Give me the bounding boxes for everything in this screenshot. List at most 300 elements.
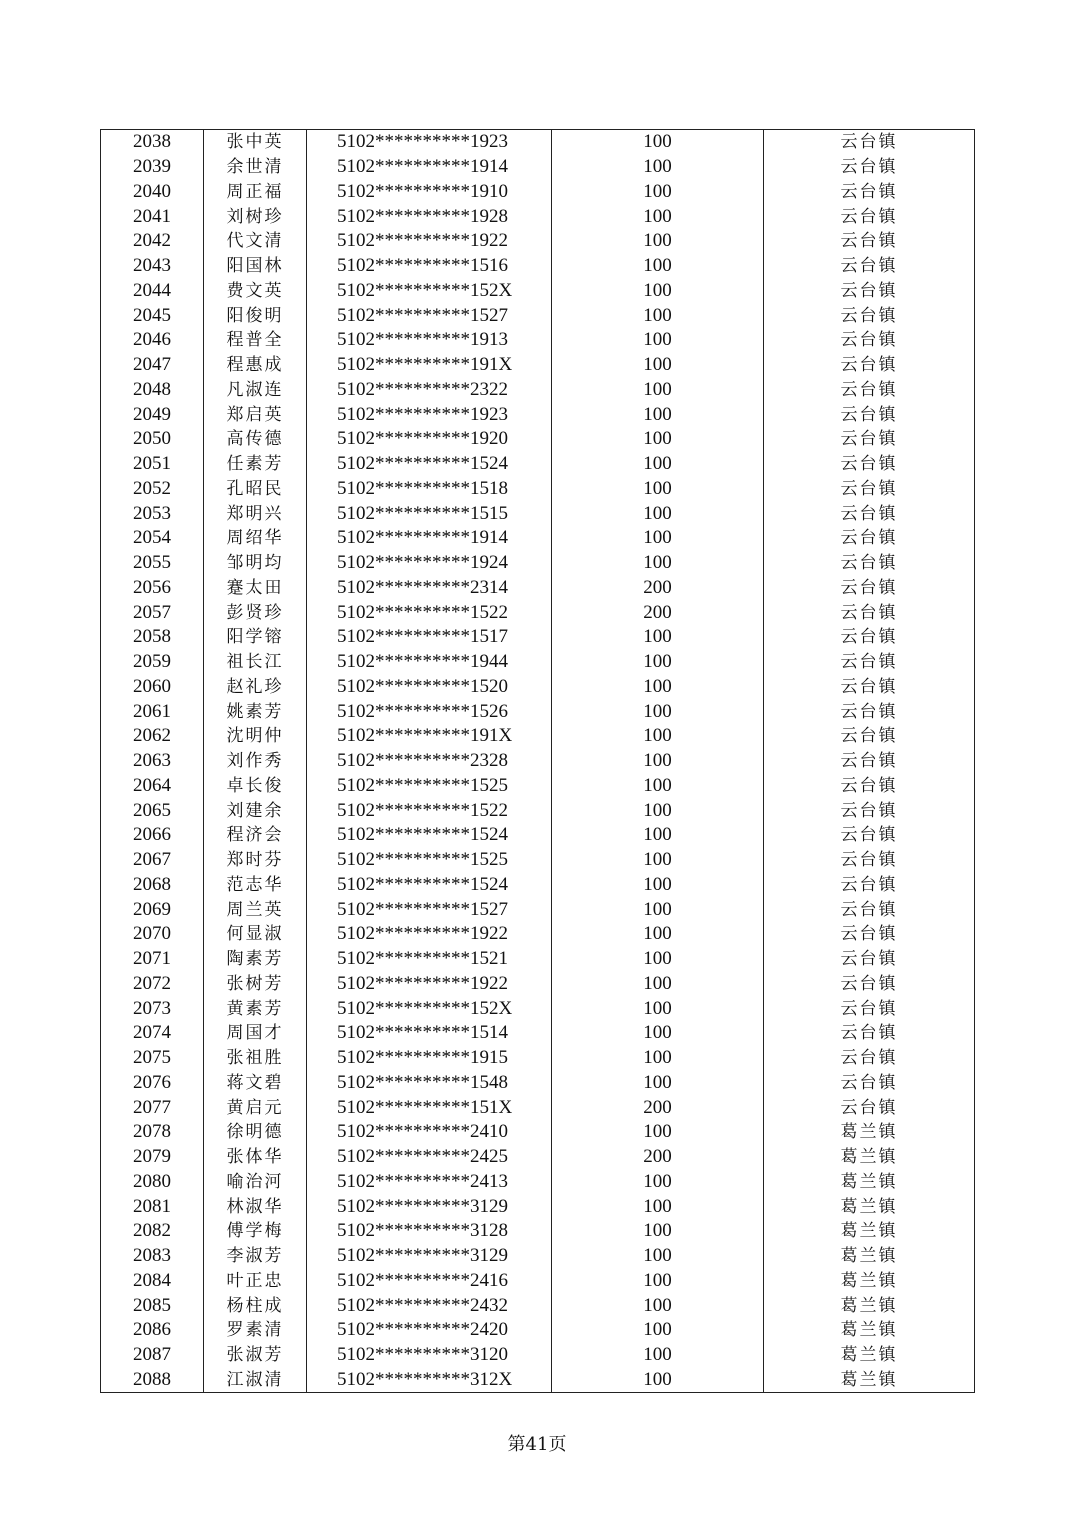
cell-id-number: 5102**********2416 (307, 1269, 552, 1294)
cell-id-number: 5102**********2314 (307, 576, 552, 601)
cell-id-number: 5102**********1914 (307, 155, 552, 180)
cell-number: 2061 (101, 699, 204, 724)
cell-id-number: 5102**********2322 (307, 378, 552, 403)
cell-number: 2067 (101, 848, 204, 873)
table-row (101, 947, 975, 972)
cell-name: 林淑华 (204, 1194, 307, 1219)
cell-amount: 100 (552, 1244, 764, 1269)
table-row (101, 823, 975, 848)
cell-number: 2069 (101, 897, 204, 922)
cell-number: 2070 (101, 922, 204, 947)
cell-amount: 100 (552, 1120, 764, 1145)
cell-number: 2065 (101, 798, 204, 823)
cell-number: 2078 (101, 1120, 204, 1145)
cell-name: 喻治河 (204, 1170, 307, 1195)
cell-amount: 100 (552, 1194, 764, 1219)
cell-town: 云台镇 (764, 1021, 975, 1046)
table-row (101, 303, 975, 328)
table-row (101, 204, 975, 229)
cell-name: 赵礼珍 (204, 675, 307, 700)
table-row (101, 402, 975, 427)
cell-amount: 100 (552, 155, 764, 180)
cell-name: 黄启元 (204, 1095, 307, 1120)
table-row (101, 798, 975, 823)
cell-number: 2075 (101, 1046, 204, 1071)
cell-number: 2087 (101, 1343, 204, 1368)
table-row (101, 922, 975, 947)
table-row (101, 1046, 975, 1071)
cell-id-number: 5102**********2410 (307, 1120, 552, 1145)
table-row (101, 848, 975, 873)
cell-name: 余世清 (204, 155, 307, 180)
cell-amount: 100 (552, 402, 764, 427)
cell-id-number: 5102**********1522 (307, 798, 552, 823)
cell-number: 2038 (101, 130, 204, 155)
cell-town: 云台镇 (764, 204, 975, 229)
cell-amount: 100 (552, 1170, 764, 1195)
cell-number: 2074 (101, 1021, 204, 1046)
cell-id-number: 5102**********1944 (307, 650, 552, 675)
cell-number: 2060 (101, 675, 204, 700)
cell-number: 2040 (101, 180, 204, 205)
cell-amount: 100 (552, 1021, 764, 1046)
cell-amount: 100 (552, 303, 764, 328)
cell-number: 2063 (101, 749, 204, 774)
cell-town: 云台镇 (764, 996, 975, 1021)
cell-name: 程惠成 (204, 353, 307, 378)
cell-town: 葛兰镇 (764, 1194, 975, 1219)
cell-amount: 100 (552, 972, 764, 997)
cell-amount: 100 (552, 477, 764, 502)
cell-name: 江淑清 (204, 1368, 307, 1393)
cell-amount: 100 (552, 254, 764, 279)
cell-id-number: 5102**********152X (307, 279, 552, 304)
table-row (101, 996, 975, 1021)
cell-number: 2053 (101, 501, 204, 526)
cell-id-number: 5102**********1522 (307, 600, 552, 625)
cell-number: 2054 (101, 526, 204, 551)
cell-number: 2079 (101, 1145, 204, 1170)
table-row (101, 180, 975, 205)
cell-name: 阳学镕 (204, 625, 307, 650)
table-row (101, 526, 975, 551)
cell-town: 云台镇 (764, 378, 975, 403)
cell-amount: 100 (552, 1318, 764, 1343)
cell-id-number: 5102**********1548 (307, 1071, 552, 1096)
cell-amount: 100 (552, 1368, 764, 1393)
cell-number: 2085 (101, 1293, 204, 1318)
cell-town: 云台镇 (764, 897, 975, 922)
cell-town: 葛兰镇 (764, 1293, 975, 1318)
cell-id-number: 5102**********1526 (307, 699, 552, 724)
cell-town: 云台镇 (764, 749, 975, 774)
cell-name: 代文清 (204, 229, 307, 254)
cell-amount: 100 (552, 353, 764, 378)
table-row (101, 1170, 975, 1195)
cell-id-number: 5102**********1928 (307, 204, 552, 229)
cell-number: 2042 (101, 229, 204, 254)
cell-town: 云台镇 (764, 1046, 975, 1071)
cell-name: 沈明仲 (204, 724, 307, 749)
cell-id-number: 5102**********1520 (307, 675, 552, 700)
cell-name: 高传德 (204, 427, 307, 452)
cell-amount: 100 (552, 180, 764, 205)
table-row (101, 1343, 975, 1368)
cell-id-number: 5102**********1922 (307, 922, 552, 947)
cell-name: 张中英 (204, 130, 307, 155)
cell-number: 2082 (101, 1219, 204, 1244)
cell-name: 黄素芳 (204, 996, 307, 1021)
table-row (101, 600, 975, 625)
cell-amount: 100 (552, 328, 764, 353)
cell-town: 葛兰镇 (764, 1170, 975, 1195)
table-row (101, 279, 975, 304)
cell-name: 周正福 (204, 180, 307, 205)
cell-number: 2088 (101, 1368, 204, 1393)
cell-name: 邹明均 (204, 551, 307, 576)
cell-id-number: 5102**********1527 (307, 897, 552, 922)
cell-town: 云台镇 (764, 303, 975, 328)
cell-id-number: 5102**********191X (307, 353, 552, 378)
table-row (101, 873, 975, 898)
table-row (101, 699, 975, 724)
cell-id-number: 5102**********1910 (307, 180, 552, 205)
table-row (101, 1021, 975, 1046)
cell-name: 孔昭民 (204, 477, 307, 502)
cell-id-number: 5102**********1525 (307, 774, 552, 799)
cell-name: 刘作秀 (204, 749, 307, 774)
cell-amount: 100 (552, 823, 764, 848)
cell-amount: 200 (552, 600, 764, 625)
cell-name: 张树芳 (204, 972, 307, 997)
cell-id-number: 5102**********1923 (307, 130, 552, 155)
cell-name: 刘建余 (204, 798, 307, 823)
table-row (101, 1368, 975, 1393)
cell-id-number: 5102**********1524 (307, 823, 552, 848)
table-row (101, 155, 975, 180)
cell-amount: 100 (552, 996, 764, 1021)
cell-id-number: 5102**********2328 (307, 749, 552, 774)
cell-amount: 100 (552, 650, 764, 675)
cell-town: 云台镇 (764, 675, 975, 700)
table-row (101, 576, 975, 601)
cell-id-number: 5102**********1922 (307, 229, 552, 254)
cell-town: 云台镇 (764, 972, 975, 997)
cell-amount: 100 (552, 229, 764, 254)
cell-id-number: 5102**********152X (307, 996, 552, 1021)
cell-town: 云台镇 (764, 353, 975, 378)
cell-name: 凡淑连 (204, 378, 307, 403)
cell-town: 葛兰镇 (764, 1120, 975, 1145)
cell-number: 2045 (101, 303, 204, 328)
table-row (101, 1095, 975, 1120)
cell-id-number: 5102**********1517 (307, 625, 552, 650)
cell-id-number: 5102**********1527 (307, 303, 552, 328)
cell-amount: 100 (552, 501, 764, 526)
table-row (101, 1219, 975, 1244)
cell-town: 云台镇 (764, 1071, 975, 1096)
cell-name: 蒋文碧 (204, 1071, 307, 1096)
cell-id-number: 5102**********191X (307, 724, 552, 749)
table-row (101, 675, 975, 700)
cell-number: 2048 (101, 378, 204, 403)
cell-town: 云台镇 (764, 922, 975, 947)
cell-id-number: 5102**********1913 (307, 328, 552, 353)
cell-town: 葛兰镇 (764, 1343, 975, 1368)
cell-town: 云台镇 (764, 798, 975, 823)
cell-number: 2086 (101, 1318, 204, 1343)
table-row (101, 254, 975, 279)
cell-amount: 100 (552, 204, 764, 229)
cell-number: 2058 (101, 625, 204, 650)
table-row (101, 1120, 975, 1145)
cell-amount: 100 (552, 1269, 764, 1294)
cell-town: 葛兰镇 (764, 1368, 975, 1393)
cell-amount: 100 (552, 724, 764, 749)
cell-town: 葛兰镇 (764, 1219, 975, 1244)
cell-name: 张祖胜 (204, 1046, 307, 1071)
cell-id-number: 5102**********1524 (307, 452, 552, 477)
cell-id-number: 5102**********1920 (307, 427, 552, 452)
cell-town: 云台镇 (764, 130, 975, 155)
table-row (101, 1318, 975, 1343)
cell-number: 2039 (101, 155, 204, 180)
table-row (101, 1145, 975, 1170)
cell-town: 云台镇 (764, 625, 975, 650)
table-row (101, 353, 975, 378)
table-row (101, 1293, 975, 1318)
cell-name: 郑明兴 (204, 501, 307, 526)
cell-number: 2047 (101, 353, 204, 378)
cell-name: 蹇太田 (204, 576, 307, 601)
cell-number: 2081 (101, 1194, 204, 1219)
cell-town: 云台镇 (764, 873, 975, 898)
cell-name: 程普全 (204, 328, 307, 353)
cell-id-number: 5102**********1924 (307, 551, 552, 576)
cell-town: 云台镇 (764, 279, 975, 304)
cell-amount: 100 (552, 551, 764, 576)
cell-number: 2044 (101, 279, 204, 304)
cell-amount: 100 (552, 378, 764, 403)
table-row (101, 749, 975, 774)
cell-name: 刘树珍 (204, 204, 307, 229)
cell-town: 云台镇 (764, 699, 975, 724)
cell-name: 周绍华 (204, 526, 307, 551)
table-row (101, 328, 975, 353)
table-row (101, 650, 975, 675)
cell-amount: 100 (552, 774, 764, 799)
cell-id-number: 5102**********312X (307, 1368, 552, 1393)
cell-town: 云台镇 (764, 452, 975, 477)
cell-name: 杨柱成 (204, 1293, 307, 1318)
cell-id-number: 5102**********1524 (307, 873, 552, 898)
table-row (101, 427, 975, 452)
cell-name: 郑启英 (204, 402, 307, 427)
cell-amount: 100 (552, 427, 764, 452)
cell-town: 云台镇 (764, 774, 975, 799)
cell-town: 云台镇 (764, 947, 975, 972)
page-number: 第41页 (507, 1434, 567, 1455)
cell-id-number: 5102**********1514 (307, 1021, 552, 1046)
cell-name: 程济会 (204, 823, 307, 848)
cell-amount: 100 (552, 749, 764, 774)
cell-number: 2056 (101, 576, 204, 601)
cell-number: 2049 (101, 402, 204, 427)
cell-number: 2062 (101, 724, 204, 749)
cell-id-number: 5102**********1525 (307, 848, 552, 873)
cell-amount: 100 (552, 130, 764, 155)
cell-id-number: 5102**********1923 (307, 402, 552, 427)
cell-town: 云台镇 (764, 155, 975, 180)
cell-name: 任素芳 (204, 452, 307, 477)
cell-amount: 100 (552, 526, 764, 551)
cell-number: 2068 (101, 873, 204, 898)
cell-town: 云台镇 (764, 402, 975, 427)
cell-town: 云台镇 (764, 229, 975, 254)
cell-number: 2064 (101, 774, 204, 799)
cell-name: 范志华 (204, 873, 307, 898)
cell-number: 2055 (101, 551, 204, 576)
cell-number: 2041 (101, 204, 204, 229)
cell-number: 2046 (101, 328, 204, 353)
cell-number: 2080 (101, 1170, 204, 1195)
cell-id-number: 5102**********1915 (307, 1046, 552, 1071)
table-row (101, 724, 975, 749)
cell-name: 叶正忠 (204, 1269, 307, 1294)
cell-number: 2073 (101, 996, 204, 1021)
cell-town: 葛兰镇 (764, 1244, 975, 1269)
table-row (101, 1194, 975, 1219)
cell-town: 云台镇 (764, 724, 975, 749)
cell-number: 2059 (101, 650, 204, 675)
cell-town: 云台镇 (764, 328, 975, 353)
table-row (101, 551, 975, 576)
table-row (101, 477, 975, 502)
cell-id-number: 5102**********3129 (307, 1244, 552, 1269)
cell-amount: 100 (552, 675, 764, 700)
cell-town: 云台镇 (764, 576, 975, 601)
cell-number: 2072 (101, 972, 204, 997)
cell-number: 2084 (101, 1269, 204, 1294)
cell-name: 姚素芳 (204, 699, 307, 724)
cell-name: 费文英 (204, 279, 307, 304)
cell-name: 陶素芳 (204, 947, 307, 972)
cell-id-number: 5102**********151X (307, 1095, 552, 1120)
cell-amount: 100 (552, 922, 764, 947)
cell-number: 2071 (101, 947, 204, 972)
cell-id-number: 5102**********1521 (307, 947, 552, 972)
cell-id-number: 5102**********2420 (307, 1318, 552, 1343)
cell-id-number: 5102**********3129 (307, 1194, 552, 1219)
cell-amount: 100 (552, 873, 764, 898)
cell-name: 郑时芬 (204, 848, 307, 873)
table-row (101, 229, 975, 254)
cell-town: 云台镇 (764, 848, 975, 873)
cell-name: 张淑芳 (204, 1343, 307, 1368)
cell-amount: 100 (552, 279, 764, 304)
cell-number: 2083 (101, 1244, 204, 1269)
cell-town: 云台镇 (764, 501, 975, 526)
table-row (101, 972, 975, 997)
cell-amount: 100 (552, 848, 764, 873)
cell-name: 李淑芳 (204, 1244, 307, 1269)
cell-town: 云台镇 (764, 180, 975, 205)
table-row (101, 1244, 975, 1269)
cell-id-number: 5102**********1914 (307, 526, 552, 551)
cell-town: 云台镇 (764, 600, 975, 625)
cell-amount: 200 (552, 1145, 764, 1170)
cell-number: 2043 (101, 254, 204, 279)
cell-id-number: 5102**********2413 (307, 1170, 552, 1195)
cell-amount: 100 (552, 1071, 764, 1096)
cell-amount: 100 (552, 452, 764, 477)
cell-town: 云台镇 (764, 650, 975, 675)
table-row (101, 1269, 975, 1294)
cell-amount: 100 (552, 1219, 764, 1244)
cell-amount: 100 (552, 897, 764, 922)
cell-town: 葛兰镇 (764, 1269, 975, 1294)
cell-town: 云台镇 (764, 254, 975, 279)
cell-name: 周国才 (204, 1021, 307, 1046)
cell-amount: 200 (552, 1095, 764, 1120)
cell-name: 阳国林 (204, 254, 307, 279)
cell-name: 阳俊明 (204, 303, 307, 328)
cell-number: 2051 (101, 452, 204, 477)
cell-name: 何显淑 (204, 922, 307, 947)
cell-name: 卓长俊 (204, 774, 307, 799)
table-row (101, 625, 975, 650)
cell-id-number: 5102**********3120 (307, 1343, 552, 1368)
cell-name: 张体华 (204, 1145, 307, 1170)
cell-name: 彭贤珍 (204, 600, 307, 625)
cell-town: 云台镇 (764, 477, 975, 502)
cell-id-number: 5102**********2425 (307, 1145, 552, 1170)
cell-name: 祖长江 (204, 650, 307, 675)
cell-amount: 100 (552, 798, 764, 823)
cell-id-number: 5102**********1922 (307, 972, 552, 997)
cell-number: 2076 (101, 1071, 204, 1096)
cell-town: 云台镇 (764, 551, 975, 576)
table-body (101, 130, 975, 1393)
table-row (101, 1071, 975, 1096)
cell-town: 云台镇 (764, 823, 975, 848)
cell-number: 2052 (101, 477, 204, 502)
cell-number: 2057 (101, 600, 204, 625)
cell-amount: 100 (552, 947, 764, 972)
cell-amount: 100 (552, 625, 764, 650)
cell-name: 傅学梅 (204, 1219, 307, 1244)
cell-id-number: 5102**********3128 (307, 1219, 552, 1244)
cell-town: 云台镇 (764, 1095, 975, 1120)
cell-number: 2050 (101, 427, 204, 452)
table-row (101, 774, 975, 799)
cell-number: 2066 (101, 823, 204, 848)
cell-id-number: 5102**********1518 (307, 477, 552, 502)
cell-town: 云台镇 (764, 526, 975, 551)
cell-amount: 100 (552, 1046, 764, 1071)
table-row (101, 378, 975, 403)
cell-id-number: 5102**********2432 (307, 1293, 552, 1318)
cell-name: 罗素清 (204, 1318, 307, 1343)
cell-town: 葛兰镇 (764, 1318, 975, 1343)
cell-amount: 100 (552, 1293, 764, 1318)
cell-amount: 100 (552, 1343, 764, 1368)
cell-amount: 100 (552, 699, 764, 724)
cell-town: 葛兰镇 (764, 1145, 975, 1170)
cell-town: 云台镇 (764, 427, 975, 452)
cell-name: 徐明德 (204, 1120, 307, 1145)
cell-amount: 200 (552, 576, 764, 601)
